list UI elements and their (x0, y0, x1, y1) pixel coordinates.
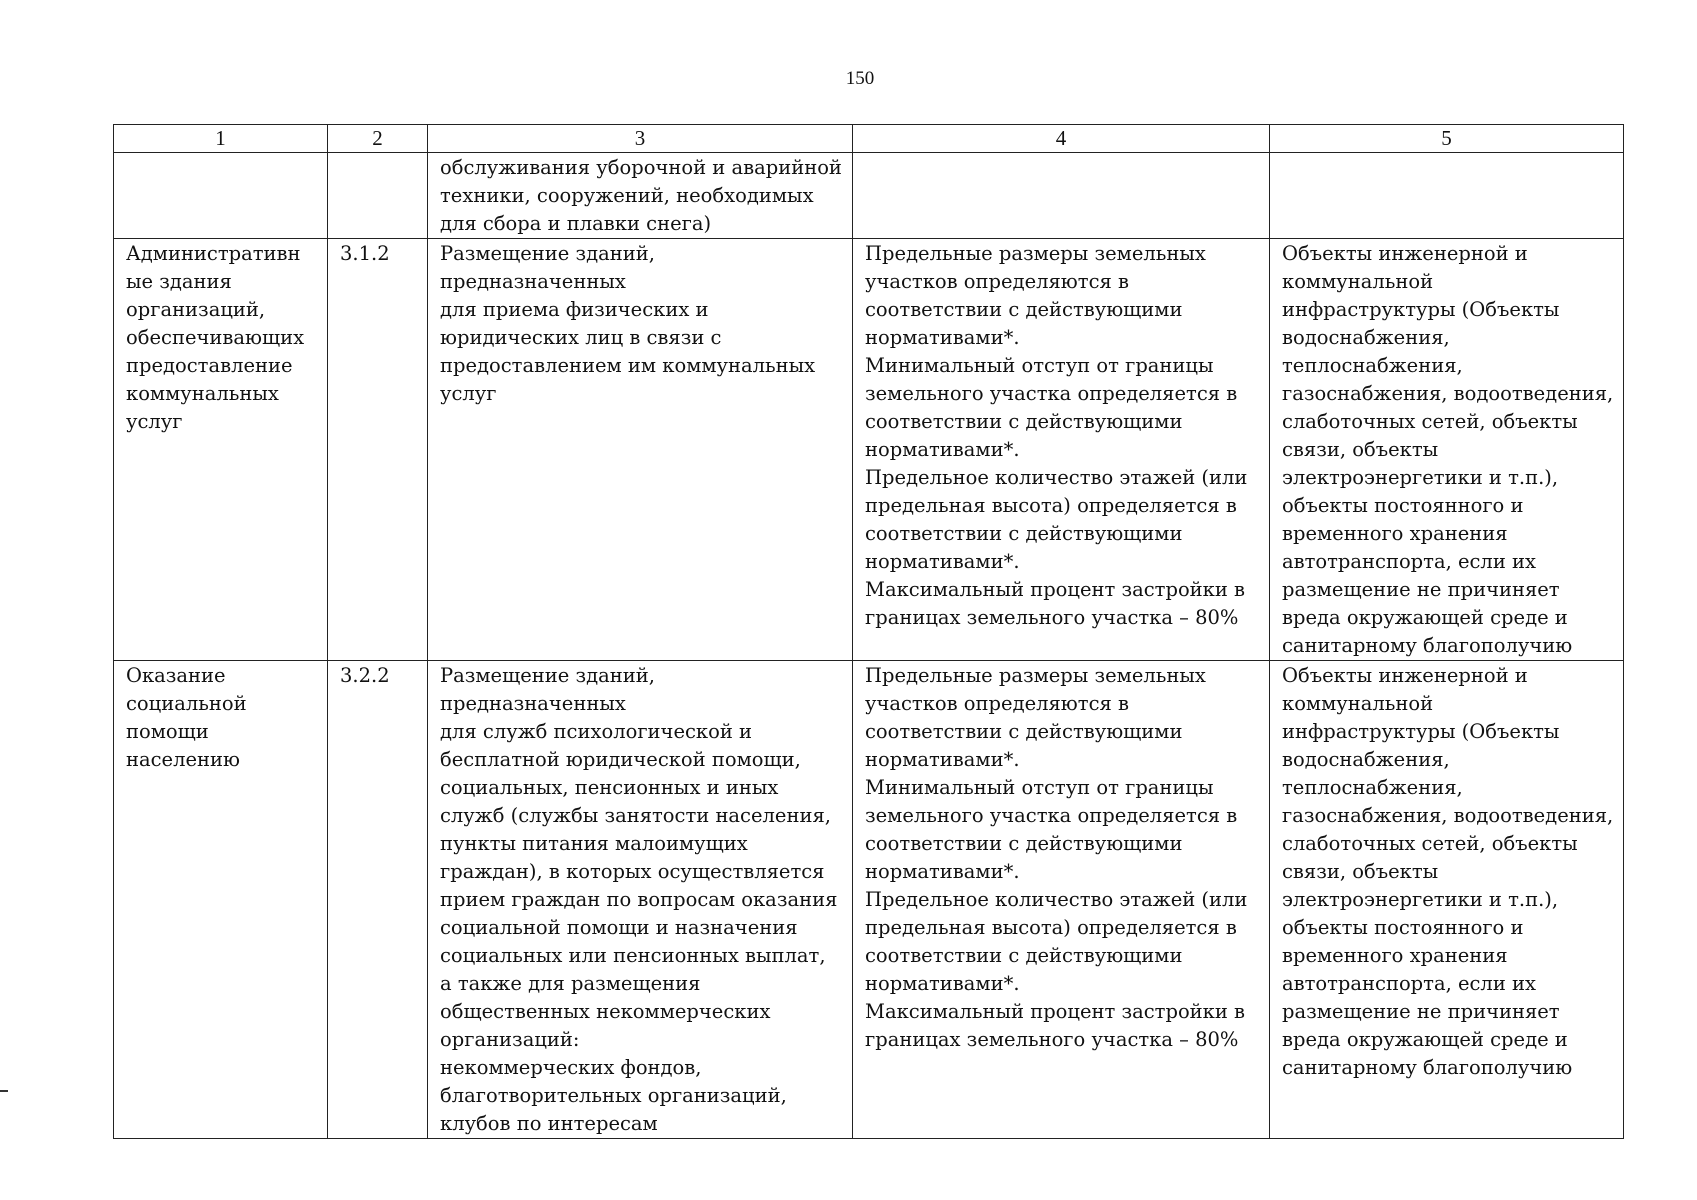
table-header-row (114, 125, 1624, 153)
use-auxiliary-cell: Объекты инженерной и коммунальной инфраструктуры (Объекты водоснабжения, теплоснабжения, газоснабжения, водоотведения, слаботочных сетей, объекты связи, объекты электроэнергетики и т.п.), объекты постоянного и временного хранения автотранспорта, если их размещение не причиняет вреда окружающей среде и санитарному благополучию (1270, 661, 1624, 1139)
continuation-code-cell (328, 153, 428, 239)
continuation-parameters-cell (853, 153, 1270, 239)
use-code-cell: 3.2.2 (328, 661, 428, 1139)
column-number-5: 5 (1270, 125, 1624, 153)
column-number-1: 1 (114, 125, 328, 153)
use-name-cell: Административн ые здания организаций, обеспечивающих предоставление коммунальных услуг (114, 239, 328, 661)
use-parameters-cell: Предельные размеры земельных участков определяются в соответствии с действующими нормативами*. Минимальный отступ от границы земельного участка определяется в соответствии с действующими нормативами*. Предельное количество этажей (или предельная высота) определяется в соответствии с действующими нормативами*. Максимальный процент застройки в границах земельного участка – 80% (853, 661, 1270, 1139)
table-row (114, 661, 1624, 1139)
use-parameters-cell: Предельные размеры земельных участков определяются в соответствии с действующими нормативами*. Минимальный отступ от границы земельного участка определяется в соответствии с действующими нормативами*. Предельное количество этажей (или предельная высота) определяется в соответствии с действующими нормативами*. Максимальный процент застройки в границах земельного участка – 80% (853, 239, 1270, 661)
continuation-row (114, 153, 1624, 239)
continuation-description-cell: обслуживания уборочной и аварийной техники, сооружений, необходимых для сбора и плавки снега) (428, 153, 853, 239)
column-number-2: 2 (328, 125, 428, 153)
page-number: 150 (845, 68, 875, 89)
use-description-cell: Размещение зданий, предназначенных для приема физических и юридических лиц в связи с предоставлением им коммунальных услуг (428, 239, 853, 661)
use-description-cell: Размещение зданий, предназначенных для служб психологической и бесплатной юридической помощи, социальных, пенсионных и иных служб (службы занятости населения, пункты питания малоимущих граждан), в которых осуществляется прием граждан по вопросам оказания социальной помощи и назначения социальных или пенсионных выплат, а также для размещения общественных некоммерческих организаций: некоммерческих фондов, благотворительных организаций, клубов по интересам (428, 661, 853, 1139)
use-auxiliary-cell: Объекты инженерной и коммунальной инфраструктуры (Объекты водоснабжения, теплоснабжения, газоснабжения, водоотведения, слаботочных сетей, объекты связи, объекты электроэнергетики и т.п.), объекты постоянного и временного хранения автотранспорта, если их размещение не причиняет вреда окружающей среде и санитарному благополучию (1270, 239, 1624, 661)
continuation-name-cell (114, 153, 328, 239)
continuation-auxiliary-cell (1270, 153, 1624, 239)
land-use-table (113, 124, 1624, 1139)
table-row (114, 239, 1624, 661)
use-name-cell: Оказание социальной помощи населению (114, 661, 328, 1139)
column-number-4: 4 (853, 125, 1270, 153)
column-number-3: 3 (428, 125, 853, 153)
use-code-cell: 3.1.2 (328, 239, 428, 661)
margin-tick-mark (0, 1090, 8, 1092)
